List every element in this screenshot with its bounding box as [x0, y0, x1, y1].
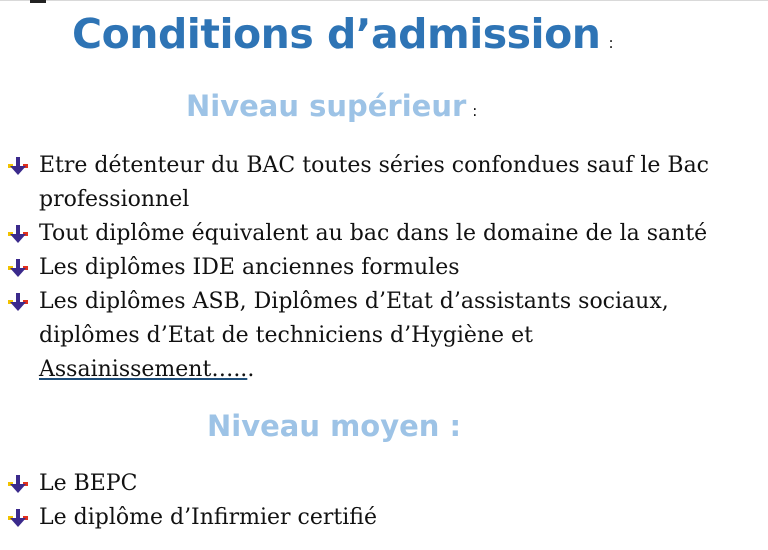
- list-item-line: professionnel: [39, 187, 190, 212]
- list-item: [8, 251, 758, 285]
- page-top-rule: [0, 0, 768, 1]
- section-heading-moyen: Niveau moyen :: [207, 409, 462, 443]
- section-heading-superieur: Niveau supérieur: [186, 89, 467, 123]
- section-heading-moyen-line: [207, 409, 461, 443]
- list-item-line: Les diplômes IDE anciennes formules: [39, 255, 460, 280]
- down-arrow-bullet-icon: [8, 224, 28, 244]
- page-top-mark: [30, 0, 46, 3]
- list-item: [8, 285, 758, 387]
- list-item-line: Etre détenteur du BAC toutes séries confondues sauf le Bac: [39, 153, 710, 178]
- section-heading-superieur-colon: :: [472, 102, 478, 120]
- list-item: [8, 217, 758, 251]
- list-item-line: Les diplômes ASB, Diplômes d’Etat d’assistants sociaux,: [39, 289, 669, 314]
- list-item: [8, 501, 758, 535]
- down-arrow-bullet-icon: [8, 156, 28, 176]
- down-arrow-bullet-icon: [8, 258, 28, 278]
- page-title: Conditions d’admission: [72, 10, 601, 58]
- list-item-line: Tout diplôme équivalent au bac dans le domaine de la santé: [39, 221, 708, 246]
- underlined-text: Assainissement…..: [39, 357, 248, 382]
- list-item-line: Le BEPC: [39, 471, 138, 496]
- title-colon: :: [608, 34, 614, 52]
- list-item-tail-end: .: [247, 357, 255, 382]
- list-item-line: diplômes d’Etat de techniciens d’Hygiène et: [39, 323, 533, 348]
- list-item: [8, 467, 758, 501]
- list-item-line: Le diplôme d’Infirmier certifié: [39, 505, 377, 530]
- list-item: [8, 149, 758, 217]
- down-arrow-bullet-icon: [8, 292, 28, 312]
- down-arrow-bullet-icon: [8, 474, 28, 494]
- list-item-line: [39, 353, 758, 387]
- down-arrow-bullet-icon: [8, 508, 28, 528]
- title-line: [72, 10, 614, 58]
- section-heading-superieur-line: [186, 89, 477, 123]
